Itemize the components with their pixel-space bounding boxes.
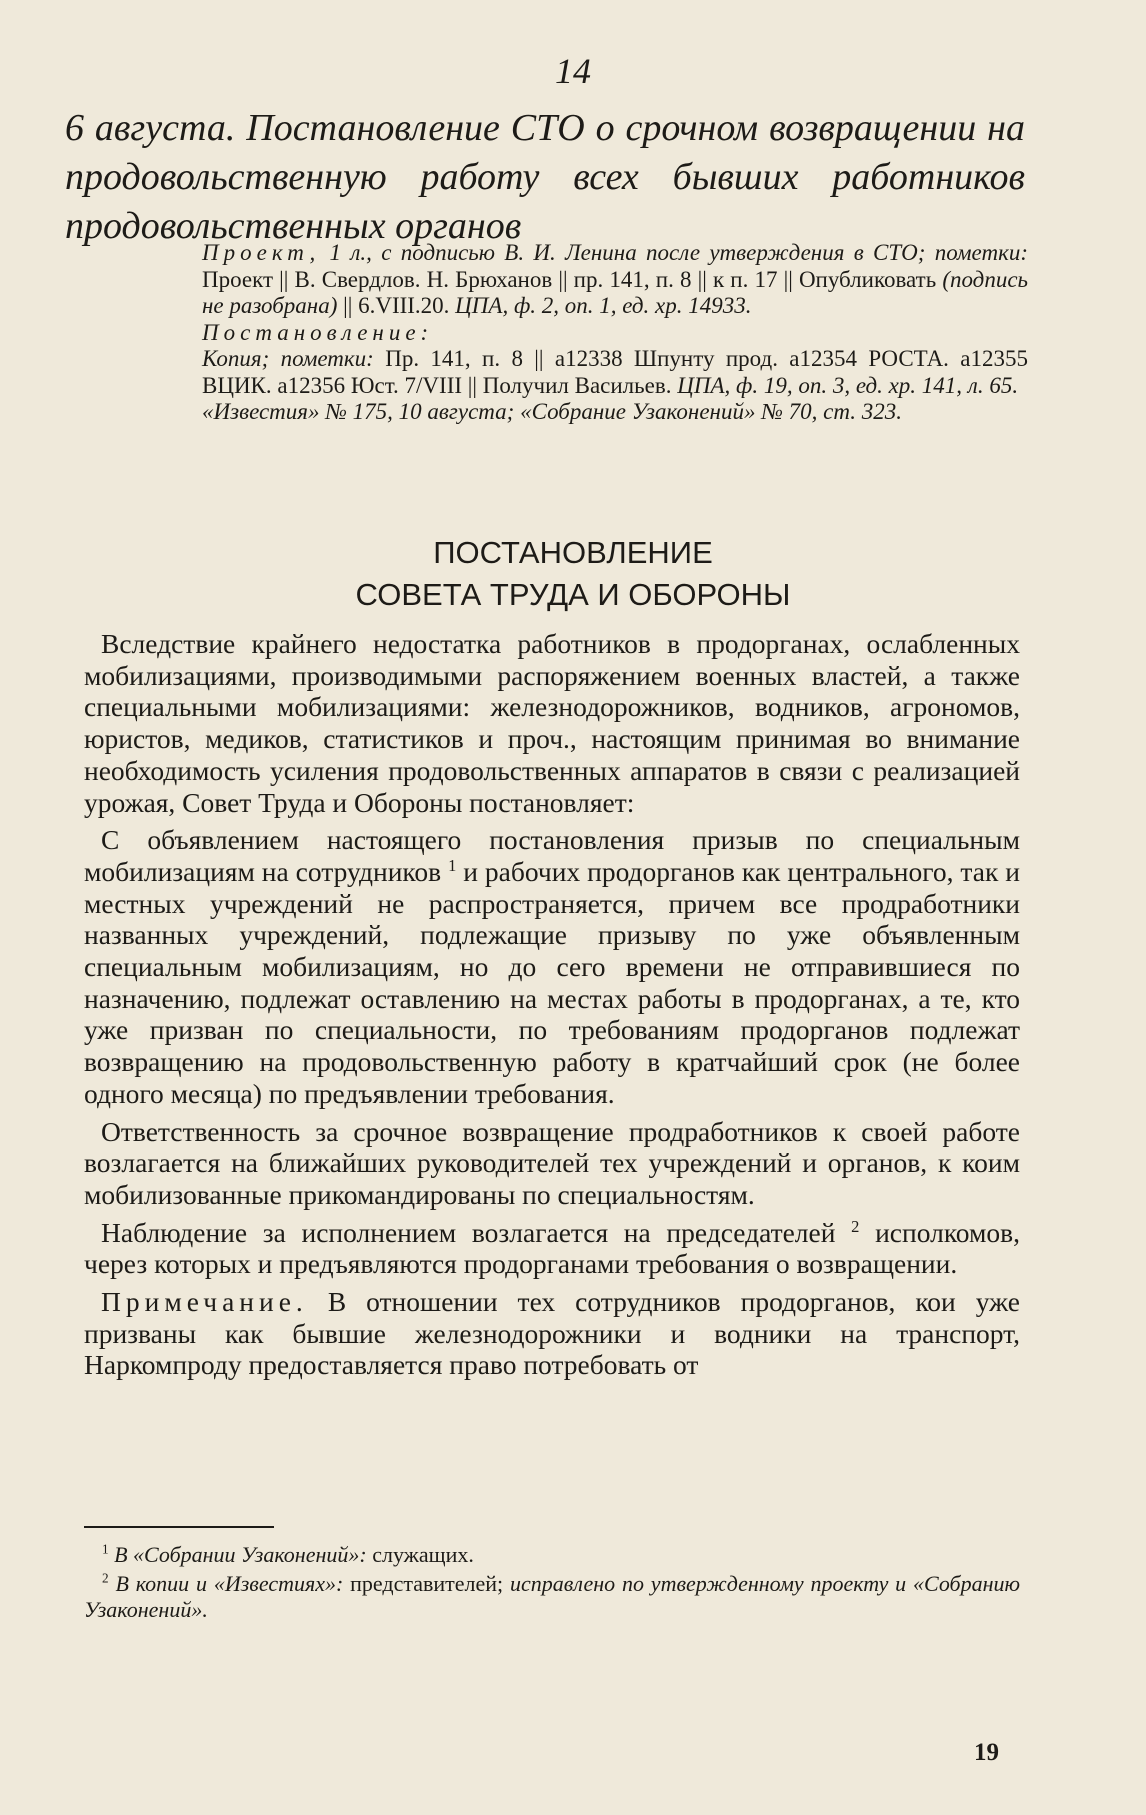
project-source	[202, 240, 1028, 320]
decree-heading	[0, 532, 1146, 616]
copy-archive: ЦПА, ф. 19, оп. 3, ед. хр. 141, л. 65.	[677, 372, 1019, 398]
paragraph-2-end: и рабочих продорганов как центрального, так и местных учреждений не распространяется, причем все продработники названных учреждений, подлежащие призыву по уже объявленным специальным мобилизациям, но до сего времени не отправившиеся по назначению, подлежат оставлению на местах работы в продорганах, а те, кто уже призван по специальности, по требованиям продорганов подлежат возвращению на продовольственную работу в кратчайший срок (не более одного месяца) по предъявлении требования.	[84, 855, 1020, 1109]
decree-label: Постановление:	[202, 319, 434, 345]
project-date: || 6.VIII.20.	[343, 293, 450, 318]
footnote-ref-2: 2	[851, 1216, 860, 1236]
footnote-2-source: В копии и «Известиях»:	[115, 1571, 344, 1596]
footnote-divider	[84, 1526, 274, 1528]
footnote-2-mark: 2	[102, 1570, 109, 1586]
footnote-2-text: представителей;	[350, 1571, 504, 1596]
paragraph-4-end: исполкомов, через которых и предъявляются продорганами требования о возвращении.	[84, 1216, 1021, 1280]
footnote-1-source: В «Собрании Узаконений»:	[114, 1542, 367, 1567]
copy-source	[202, 346, 1028, 399]
note-paragraph	[84, 1286, 1020, 1381]
footnote-1-mark: 1	[102, 1541, 109, 1557]
decree-label-line	[202, 320, 1028, 347]
footnotes	[84, 1542, 1020, 1626]
footnote-1	[84, 1542, 1020, 1568]
paragraph-2	[84, 824, 1020, 1109]
project-marks: Проект || В. Свердлов. Н. Брюханов || пр. 141, п. 8 || к п. 17 || Опубликовать	[202, 266, 937, 292]
publication-source: «Известия» № 175, 10 августа; «Собрание Узаконений» № 70, ст. 323.	[202, 399, 902, 424]
paragraph-4	[84, 1217, 1020, 1280]
paragraph-1: Вследствие крайнего недостатка работников в продорганах, ослабленных мобилизациями, производимыми распоряжением военных властей, а также специальными мобилизациями: железнодорожников, водников, агрономов, юристов, медиков, статистиков и проч., настоящим принимая во внимание необходимость усиления продовольственных аппаратов в связи с реализацией урожая, Совет Труда и Обороны постановляет:	[84, 628, 1020, 818]
paragraph-2-start: С объявлением настоящего постановления призыв по специальным мобилизациям на сотрудников	[84, 824, 1020, 887]
page-number: 14	[555, 51, 591, 91]
copy-label: Копия; пометки:	[202, 346, 374, 371]
document-title: 6 августа. Постановление СТО о срочном возвращении на продовольственную работу всех бывших работников продовольственных органов	[65, 107, 1025, 247]
project-signature-note: (подпись не разобрана)	[202, 266, 1028, 318]
source-notes	[202, 240, 1028, 426]
heading-line-2: СОВЕТА ТРУДА И ОБОРОНЫ	[355, 577, 791, 612]
heading-line-1: ПОСТАНОВЛЕНИЕ	[433, 535, 713, 570]
project-label: Проект,	[202, 240, 321, 265]
footnote-2-note: исправлено по утвержденному проекту и «Собранию Узаконений».	[84, 1571, 1021, 1622]
copy-marks: Пр. 141, п. 8 || а12338 Шпунту прод. а12354 РОСТА. а12355 ВЦИК. а12356 Юст. 7/VIII || Получил Васильев.	[202, 346, 1028, 398]
folio-number: 19	[974, 1739, 999, 1766]
note-text: В отношении тех сотрудников продорганов, кои уже призваны как бывшие железнодорожники и водники на транспорт, Наркомпроду предоставляется право потребовать от	[84, 1286, 1020, 1381]
note-label: Примечание.	[101, 1286, 308, 1318]
footnote-ref-1: 1	[448, 855, 457, 875]
decree-body	[84, 628, 1020, 1387]
footnote-2	[84, 1571, 1020, 1623]
paragraph-3: Ответственность за срочное возвращение продработников к своей работе возлагается на ближайших руководителей тех учреждений и органов, к коим мобилизованные прикомандированы по специальностям.	[84, 1115, 1020, 1210]
project-description: 1 л., с подписью В. И. Ленина после утверждения в СТО; пометки:	[329, 240, 1028, 265]
footnote-1-text: служащих.	[372, 1542, 474, 1567]
paragraph-4-start: Наблюдение за исполнением возлагается на председателей	[101, 1216, 836, 1248]
project-archive: ЦПА, ф. 2, оп. 1, ед. хр. 14933.	[455, 293, 752, 318]
